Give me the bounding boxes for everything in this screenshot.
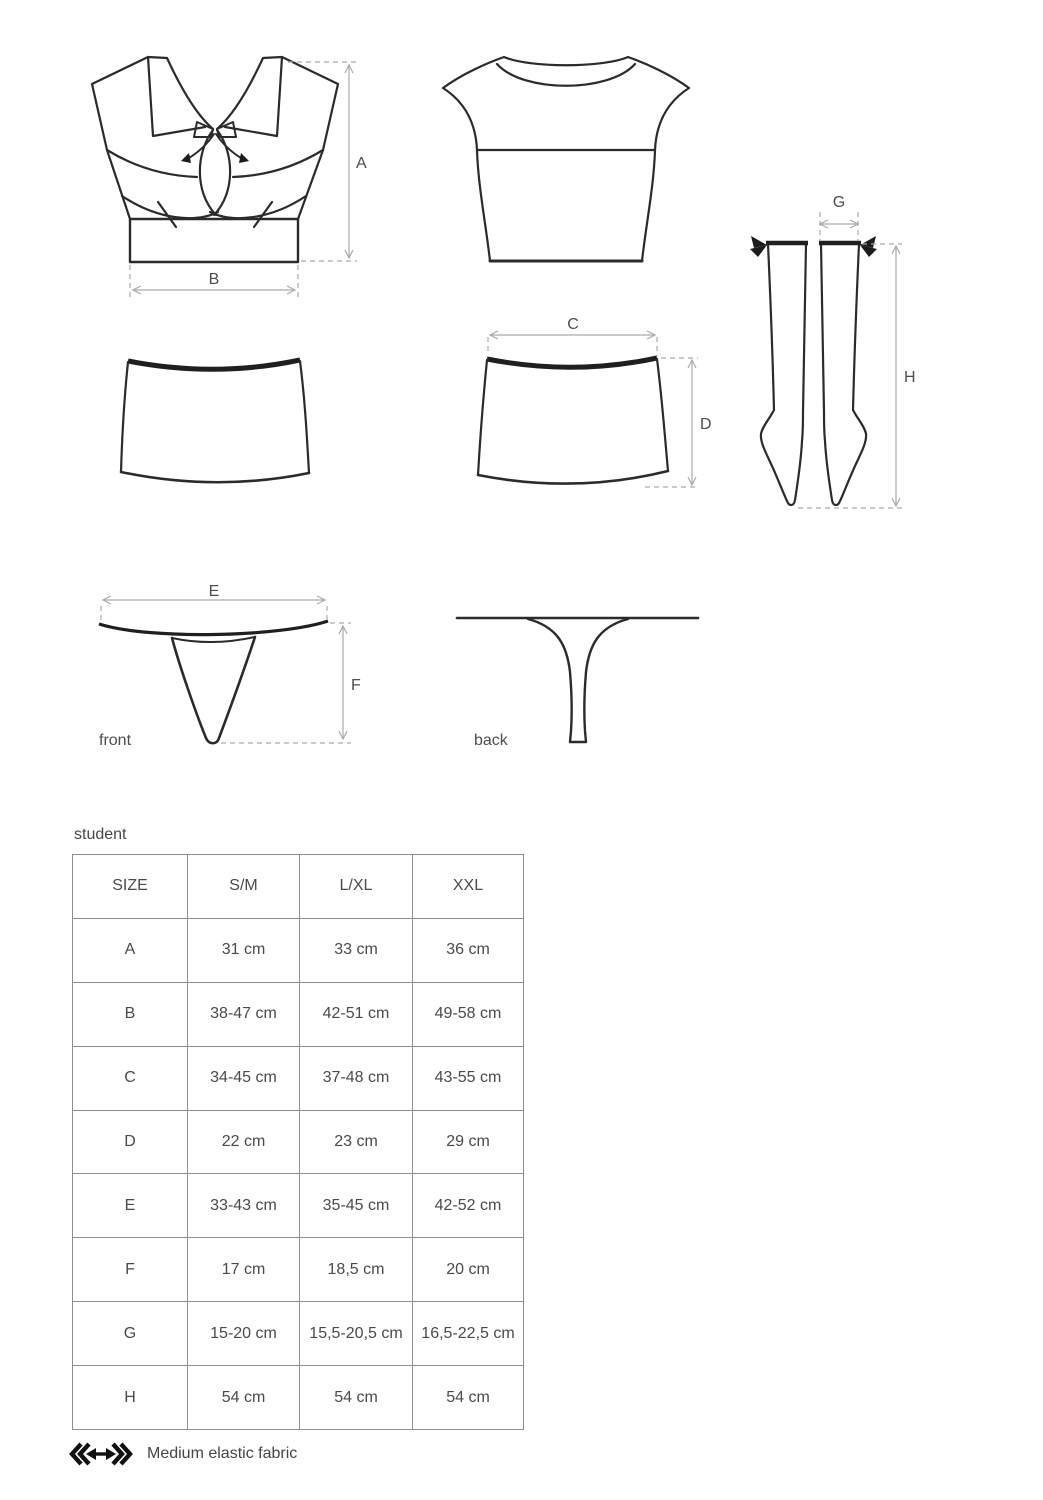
table-row xyxy=(73,918,524,982)
value-cell: 37-48 cm xyxy=(300,1046,413,1110)
dimension-d xyxy=(645,358,712,487)
value-cell: 18,5 cm xyxy=(300,1238,413,1302)
header-cell-size: SIZE xyxy=(73,855,188,919)
table-row xyxy=(73,1110,524,1174)
bow-icon xyxy=(750,236,767,257)
table-row xyxy=(73,1366,524,1430)
dim-cell: H xyxy=(73,1366,188,1430)
value-cell: 33 cm xyxy=(300,918,413,982)
dimension-c xyxy=(488,316,657,356)
value-cell: 54 cm xyxy=(413,1366,524,1430)
bow-icon xyxy=(181,122,249,163)
size-table-header-row xyxy=(73,855,524,919)
dim-label-b: B xyxy=(208,271,220,288)
header-cell-lxl: L/XL xyxy=(300,855,413,919)
top-front-view-drawing xyxy=(92,57,338,262)
dimension-g xyxy=(820,194,858,241)
value-cell: 42-52 cm xyxy=(413,1174,524,1238)
dim-cell: F xyxy=(73,1238,188,1302)
dim-cell: G xyxy=(73,1302,188,1366)
table-row xyxy=(73,1174,524,1238)
value-cell: 38-47 cm xyxy=(188,982,300,1046)
dim-label-f: F xyxy=(351,677,361,694)
size-table xyxy=(72,854,524,1430)
fabric-note xyxy=(68,1441,297,1467)
product-name-label: student xyxy=(74,826,127,843)
value-cell: 16,5-22,5 cm xyxy=(413,1302,524,1366)
bow-icon xyxy=(860,236,877,257)
top-back-view-drawing xyxy=(443,57,689,261)
value-cell: 15-20 cm xyxy=(188,1302,300,1366)
front-view-label: front xyxy=(99,732,132,749)
value-cell: 34-45 cm xyxy=(188,1046,300,1110)
skirt-front-view-drawing xyxy=(121,360,309,482)
dim-cell: D xyxy=(73,1110,188,1174)
dim-label-c: C xyxy=(567,316,579,333)
dimension-b xyxy=(130,265,298,297)
dim-label-d: D xyxy=(700,416,712,433)
dim-label-h: H xyxy=(904,369,916,386)
value-cell: 54 cm xyxy=(300,1366,413,1430)
header-cell-sm: S/M xyxy=(188,855,300,919)
value-cell: 49-58 cm xyxy=(413,982,524,1046)
panties-front-view-drawing xyxy=(99,621,328,743)
value-cell: 43-55 cm xyxy=(413,1046,524,1110)
value-cell: 20 cm xyxy=(413,1238,524,1302)
value-cell: 42-51 cm xyxy=(300,982,413,1046)
table-row xyxy=(73,982,524,1046)
value-cell: 23 cm xyxy=(300,1110,413,1174)
value-cell: 54 cm xyxy=(188,1366,300,1430)
elastic-stretch-icon xyxy=(68,1441,134,1467)
back-view-label: back xyxy=(474,732,508,749)
dim-cell: A xyxy=(73,918,188,982)
value-cell: 33-43 cm xyxy=(188,1174,300,1238)
panties-back-view-drawing xyxy=(457,618,698,742)
value-cell: 22 cm xyxy=(188,1110,300,1174)
dim-label-g: G xyxy=(832,194,846,211)
dim-cell: E xyxy=(73,1174,188,1238)
dim-label-e: E xyxy=(208,583,220,600)
dim-label-a: A xyxy=(356,155,367,172)
skirt-dimensioned-drawing xyxy=(478,358,668,484)
value-cell: 17 cm xyxy=(188,1238,300,1302)
value-cell: 36 cm xyxy=(413,918,524,982)
dim-cell: B xyxy=(73,982,188,1046)
stockings-drawing xyxy=(750,236,877,505)
value-cell: 31 cm xyxy=(188,918,300,982)
table-row xyxy=(73,1046,524,1110)
value-cell: 35-45 cm xyxy=(300,1174,413,1238)
value-cell: 29 cm xyxy=(413,1110,524,1174)
table-row xyxy=(73,1238,524,1302)
value-cell: 15,5-20,5 cm xyxy=(300,1302,413,1366)
dim-cell: C xyxy=(73,1046,188,1110)
dimension-e xyxy=(101,583,327,621)
fabric-note-text: Medium elastic fabric xyxy=(147,1445,298,1462)
dimension-f xyxy=(221,623,361,743)
table-row xyxy=(73,1302,524,1366)
header-cell-xxl: XXL xyxy=(413,855,524,919)
